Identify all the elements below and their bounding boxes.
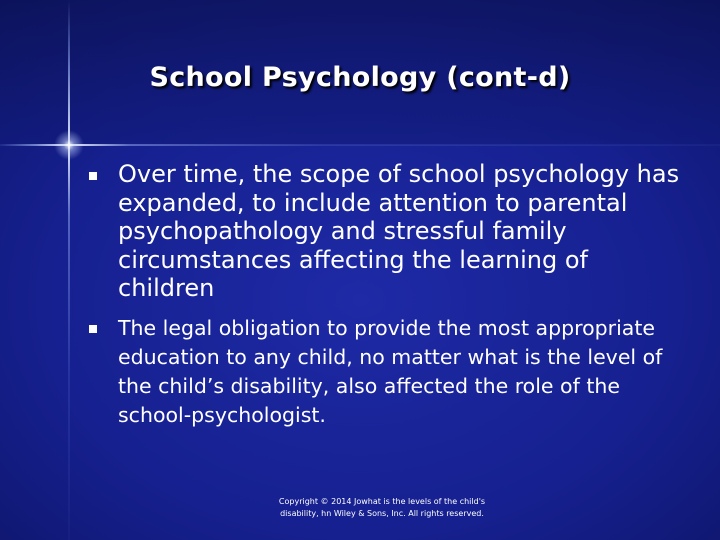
bullet-text: The legal obligation to provide the most appropriate education to any child, no matter what is the level of the child’s disability, also affected the role of the school-psychologist. bbox=[118, 315, 663, 427]
bullet-list bbox=[85, 160, 685, 430]
square-bullet-icon bbox=[89, 172, 97, 180]
bullet-item bbox=[85, 314, 685, 430]
bullet-text: Over time, the scope of school psychology has expanded, to include attention to parental psychopathology and stressful family circumstances affecting the learning of children bbox=[118, 160, 680, 302]
star-flare-icon bbox=[54, 130, 84, 160]
bullet-item bbox=[85, 160, 685, 303]
square-bullet-icon bbox=[89, 325, 97, 333]
flare-horizontal-line bbox=[0, 144, 720, 146]
slide-title: School Psychology (cont-d) bbox=[149, 62, 571, 93]
copyright-footer: Copyright © 2014 Jowhat is the levels of the child's disability, hn Wiley & Sons, Inc. All rights reserved. bbox=[278, 497, 486, 518]
